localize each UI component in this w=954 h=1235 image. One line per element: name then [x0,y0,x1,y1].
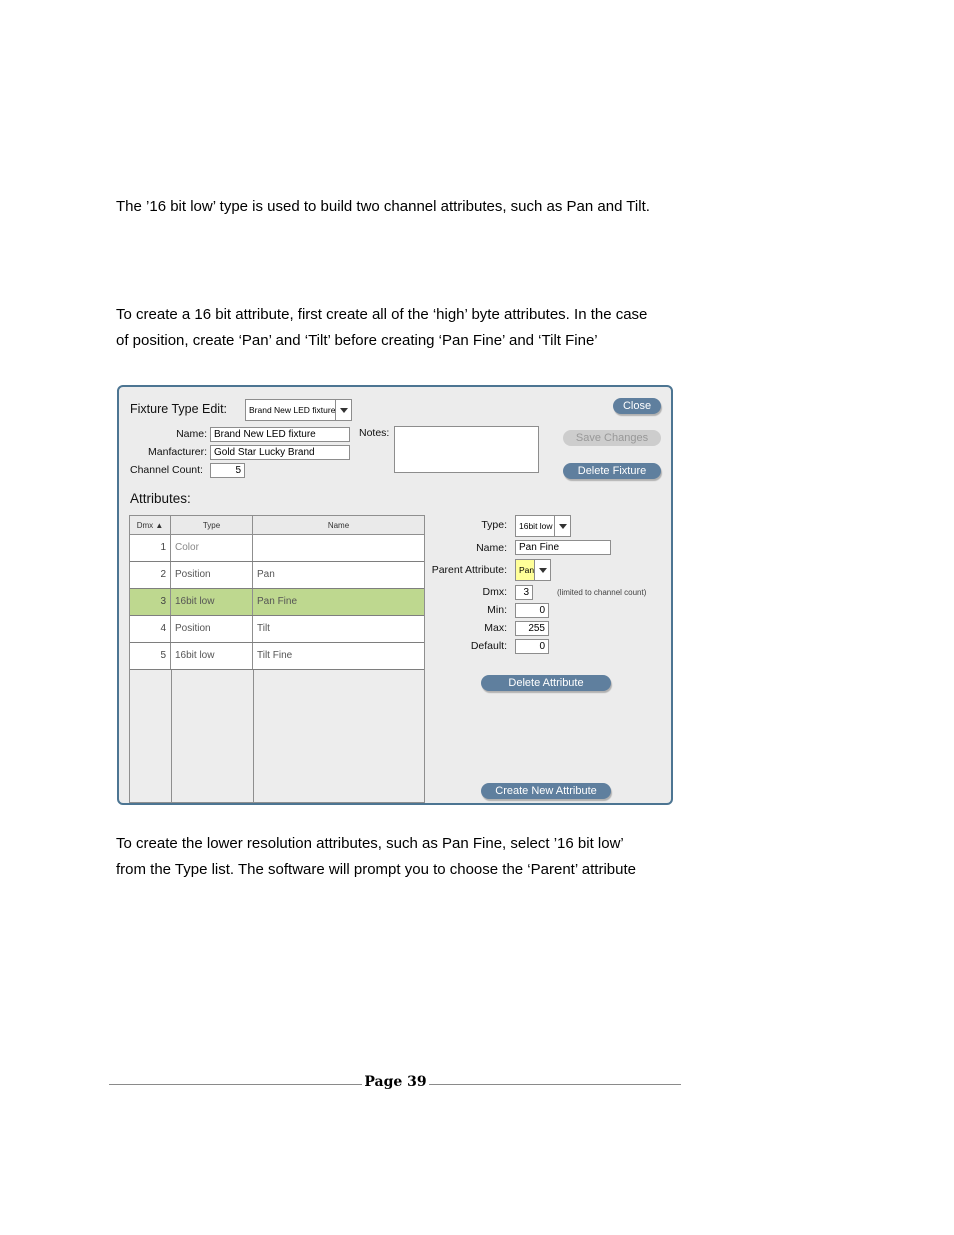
type-select[interactable] [515,515,571,537]
fixture-select[interactable] [245,399,352,421]
cell-name: Tilt Fine [257,650,293,661]
parent-attribute-select[interactable] [515,559,551,581]
column-header-name[interactable]: Name [253,516,424,535]
fixture-name-input[interactable]: Brand New LED fixture [210,427,350,442]
type-select-value: 16bit low [519,521,553,531]
fixture-select-value: Brand New LED fixture [249,405,336,415]
attributes-heading: Attributes: [130,491,191,506]
attributes-table [129,515,425,803]
parent-attribute-label: Parent Attribute: [431,564,507,576]
delete-fixture-button[interactable]: Delete Fixture [563,463,661,479]
cell-name [253,535,424,561]
cell-dmx: 5 [130,643,171,669]
footer-rule-right [429,1084,681,1085]
cell-type: 16bit low [171,589,253,615]
min-input[interactable]: 0 [515,603,549,618]
instruction-paragraph [116,302,716,354]
table-row-selected[interactable] [130,589,424,616]
fixture-type-edit-window [117,385,673,805]
paragraph-line: To create the lower resolution attributes, such as Pan Fine, select ’16 bit low’ [116,835,624,852]
chevron-down-icon[interactable] [335,399,352,421]
channel-count-input[interactable]: 5 [210,463,245,478]
closing-paragraph [116,831,716,883]
paragraph-line: To create a 16 bit attribute, first create all of the ‘high’ byte attributes. In the case [116,306,648,323]
notes-textarea[interactable] [394,426,539,473]
default-input[interactable]: 0 [515,639,549,654]
paragraph-line: The ’16 bit low’ type is used to build two channel attributes, such as Pan and Tilt. [116,198,650,215]
footer-rule-left [109,1084,362,1085]
page-number: Page 39 [364,1074,427,1090]
chevron-down-icon[interactable] [534,559,551,581]
column-header-type[interactable]: Type [171,516,253,535]
table-row[interactable] [130,616,424,643]
intro-paragraph [116,194,716,220]
cell-type: Position [171,616,253,642]
column-divider [171,670,172,802]
cell-type: 16bit low [171,643,253,669]
cell-dmx: 2 [130,562,171,588]
manufacturer-label: Manfacturer: [148,446,207,458]
max-input[interactable]: 255 [515,621,549,636]
table-row[interactable] [130,535,424,562]
attribute-name-input[interactable]: Pan Fine [515,540,611,555]
window-title: Fixture Type Edit: [130,402,228,416]
cell-type: Color [171,535,253,561]
column-header-dmx[interactable]: Dmx ▲ [130,516,171,535]
cell-dmx: 1 [130,535,171,561]
max-label: Max: [484,622,507,634]
cell-name: Tilt [257,623,270,634]
default-label: Default: [470,640,507,652]
dmx-note: (limited to channel count) [557,588,647,597]
column-divider [253,670,254,802]
cell-dmx: 3 [130,589,171,615]
dmx-label: Dmx: [482,586,507,598]
attribute-name-label: Name: [476,542,507,554]
save-changes-button[interactable]: Save Changes [563,430,661,446]
table-row[interactable] [130,643,424,670]
cell-dmx: 4 [130,616,171,642]
paragraph-line: from the Type list. The software will prompt you to choose the ‘Parent’ attribute [116,861,636,878]
cell-name: Pan Fine [257,596,298,607]
notes-label: Notes: [359,427,390,439]
parent-attribute-value: Pan [519,565,535,575]
cell-type: Position [171,562,253,588]
chevron-down-icon[interactable] [554,515,571,537]
cell-name: Pan [257,569,275,580]
manufacturer-input[interactable]: Gold Star Lucky Brand [210,445,350,460]
paragraph-line: of position, create ‘Pan’ and ‘Tilt’ before creating ‘Pan Fine’ and ‘Tilt Fine’ [116,332,598,349]
delete-attribute-button[interactable]: Delete Attribute [481,675,611,691]
type-label: Type: [481,519,507,531]
close-button[interactable]: Close [613,398,661,414]
min-label: Min: [487,604,507,616]
channel-count-label: Channel Count: [130,464,203,476]
table-row[interactable] [130,562,424,589]
name-label: Name: [176,428,207,440]
create-new-attribute-button[interactable]: Create New Attribute [481,783,611,799]
dmx-input[interactable]: 3 [515,585,533,600]
